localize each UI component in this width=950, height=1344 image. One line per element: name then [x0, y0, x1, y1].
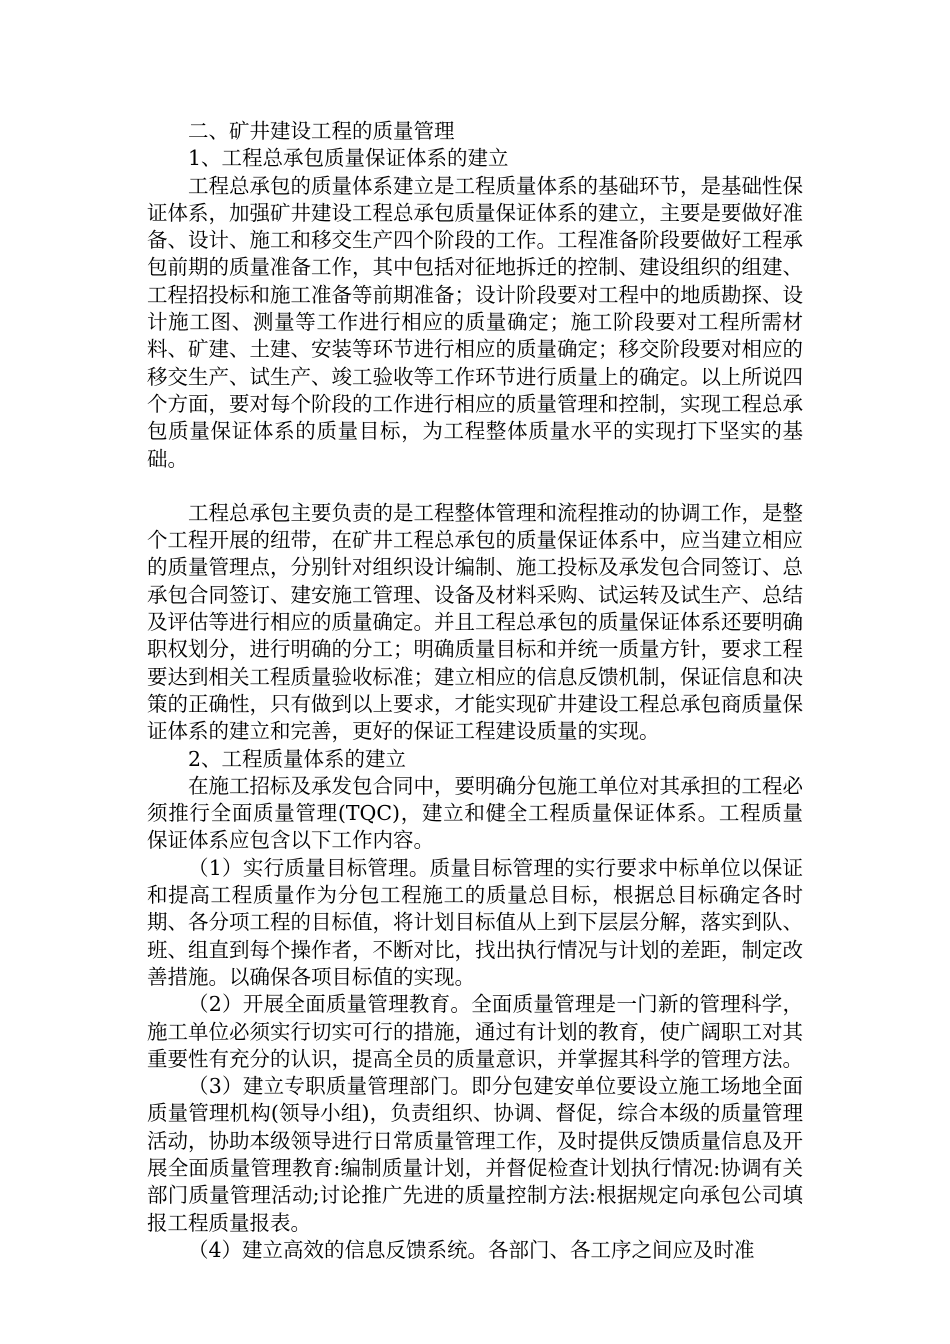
subsection-title-1: 1、工程总承包质量保证体系的建立 [188, 146, 509, 171]
list-item-4: （4）建立高效的信息反馈系统。各部门、各工序之间应及时准 [188, 1237, 755, 1262]
paragraph-1: 工程总承包的质量体系建立是工程质量体系的基础环节，是基础性保证体系，加强矿井建设工程总承包质量保证体系的建立，主要是要做好准备、设计、施工和移交生产四个阶段的工作。工程准备阶段要做好工程承包前期的质量准备工作，其中包括对征地拆迁的控制、建设组织的组建、工程招投标和施工准备等前期准备；设计阶段要对工程中的地质勘探、设计施工图、测量等工作进行相应的质量确定；施工阶段要对工程所需材料、矿建、土建、安装等环节进行相应的质量确定；移交阶段要对相应的移交生产、试生产、竣工验收等工作环节进行质量上的确定。以上所说四个方面，要对每个阶段的工作进行相应的质量管理和控制，实现工程总承包质量保证体系的质量目标，为工程整体质量水平的实现打下坚实的基础。 [147, 173, 803, 471]
list-item-3: （3）建立专职质量管理部门。即分包建安单位要设立施工场地全面质量管理机构(领导小组)，负责组织、协调、督促，综合本级的质量管理活动，协助本级领导进行日常质量管理工作，及时提供反馈质量信息及开展全面质量管理教育:编制质量计划，并督促检查计划执行情况:协调有关部门质量管理活动;讨论推广先进的质量控制方法:根据规定向承包公司填报工程质量报表。 [147, 1074, 803, 1235]
subsection-title-2: 2、工程质量体系的建立 [188, 746, 407, 771]
list-item-1: （1）实行质量目标管理。质量目标管理的实行要求中标单位以保证和提高工程质量作为分包工程施工的质量总目标，根据总目标确定各时期、各分项工程的目标值，将计划目标值从上到下层层分解，落实到队、班、组直到每个操作者，不断对比，找出执行情况与计划的差距，制定改善措施。以确保各项目标值的实现。 [147, 855, 803, 989]
paragraph-2: 工程总承包主要负责的是工程整体管理和流程推动的协调工作，是整个工程开展的纽带，在矿井工程总承包的质量保证体系中，应当建立相应的质量管理点，分别针对组织设计编制、施工投标及承发包合同签订、总承包合同签订、建安施工管理、设备及材料采购、试运转及试生产、总结及评估等进行相应的质量确定。并且工程总承包的质量保证体系还要明确职权划分，进行明确的分工；明确质量目标和并统一质量方针，要求工程要达到相关工程质量验收标准；建立相应的信息反馈机制，保证信息和决策的正确性，只有做到以上要求，才能实现矿井建设工程总承包商质量保证体系的建立和完善，更好的保证工程建设质量的实现。 [147, 500, 803, 744]
paragraph-3: 在施工招标及承发包合同中，要明确分包施工单位对其承担的工程必须推行全面质量管理(TQC)，建立和健全工程质量保证体系。工程质量保证体系应包含以下工作内容。 [147, 773, 803, 853]
paragraph-gap [147, 473, 803, 500]
document-page [147, 118, 803, 1264]
section-title: 二、矿井建设工程的质量管理 [188, 119, 455, 143]
list-item-2: （2）开展全面质量管理教育。全面质量管理是一门新的管理科学，施工单位必须实行切实可行的措施，通过有计划的教育，使广阔职工对其重要性有充分的认识，提高全员的质量意识，并掌握其科学的管理方法。 [147, 992, 803, 1071]
